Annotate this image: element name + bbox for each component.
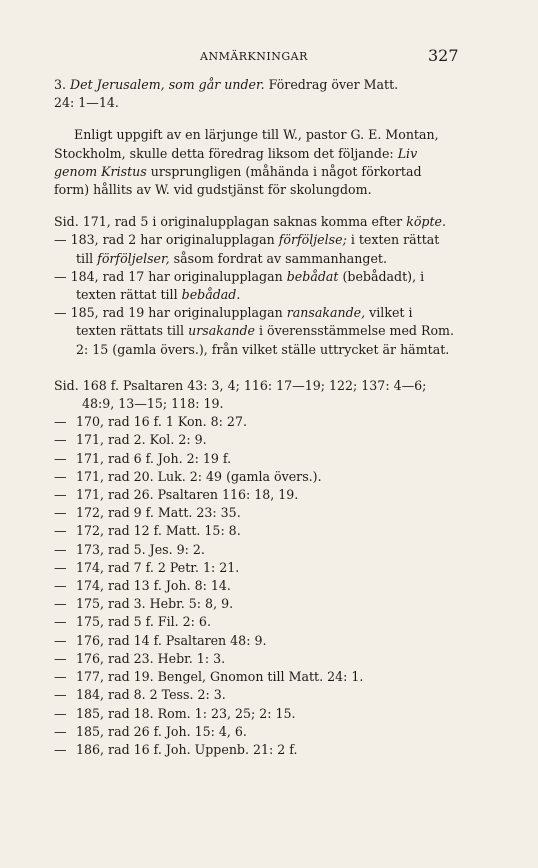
dash-marker: — [54, 450, 67, 466]
note-rest: Föredrag över Matt. [268, 77, 399, 92]
spacer [54, 199, 460, 213]
reference-line: Sid. 168 f. Psaltaren 43: 3, 4; 116: 17—19; 122; 137: 4—6; [54, 377, 427, 393]
reference-text: 171, rad 26. Psaltaren 116: 18, 19. [76, 487, 299, 503]
reference-entry [54, 559, 460, 577]
reference-text: 171, rad 20. Luk. 2: 49 (gamla övers.). [76, 468, 322, 484]
page-body [54, 76, 460, 759]
dash-marker: — [54, 487, 67, 503]
dash-marker: — [54, 468, 67, 484]
reference-text: 175, rad 3. Hebr. 5: 8, 9. [76, 596, 234, 612]
reference-list [54, 413, 460, 759]
reference-entry [54, 450, 460, 468]
dash-marker: — [54, 669, 67, 685]
reference-text: 185, rad 18. Rom. 1: 23, 25; 2: 15. [76, 705, 296, 721]
dash-marker: — [54, 741, 67, 757]
dash-marker: — [54, 723, 67, 739]
reference-entry [54, 632, 460, 650]
reference-entry [54, 504, 460, 522]
reference-entry [54, 613, 460, 631]
reference-text: 175, rad 5 f. Fil. 2: 6. [76, 614, 211, 630]
reference-text: 171, rad 2. Kol. 2: 9. [76, 432, 207, 448]
sid-note: Sid. 171, rad 5 i originalupplagan saknas komma efter köpte. [54, 214, 446, 230]
reference-text: 174, rad 7 f. 2 Petr. 1: 21. [76, 559, 240, 575]
page-header [0, 46, 538, 68]
dash-marker: — [54, 687, 67, 703]
dash-marker: — [54, 505, 67, 521]
reference-entry [54, 741, 460, 759]
reference-text: 176, rad 14 f. Psaltaren 48: 9. [76, 632, 267, 648]
reference-text: 184, rad 8. 2 Tess. 2: 3. [76, 687, 226, 703]
dash-marker: — [54, 432, 67, 448]
reference-text: 185, rad 26 f. Joh. 15: 4, 6. [76, 723, 247, 739]
reference-entry [54, 431, 460, 449]
dash-marker: — [54, 614, 67, 630]
reference-entry [54, 705, 460, 723]
dash-marker: — [54, 596, 67, 612]
reference-entry [54, 486, 460, 504]
sid-note: — 185, rad 19 har originalupplagan ransakande, vilket i texten rättats till ursakande i överensstämmelse med Rom. 2: 15 (gamla övers.), från vilket ställe uttrycket är hämtat. [54, 305, 454, 357]
dash-marker: — [54, 414, 67, 430]
reference-text: 170, rad 16 f. 1 Kon. 8: 27. [76, 414, 247, 430]
reference-entry [54, 577, 460, 595]
reference-text: 172, rad 12 f. Matt. 15: 8. [76, 523, 241, 539]
note-title: Det Jerusalem, som går under. [70, 77, 265, 92]
reference-text: 172, rad 9 f. Matt. 23: 35. [76, 505, 241, 521]
para-line: Enligt uppgift av en lärjunge till W., pastor G. E. Montan, [74, 127, 439, 143]
dash-marker: — [54, 650, 67, 666]
dash-marker: — [54, 541, 67, 557]
reference-entry [54, 668, 460, 686]
note-line2: 24: 1—14. [54, 95, 119, 111]
reference-entry [54, 650, 460, 668]
reference-entry [54, 522, 460, 540]
dash-marker: — [54, 523, 67, 539]
reference-text: 174, rad 13 f. Joh. 8: 14. [76, 578, 231, 594]
spacer [54, 359, 460, 377]
paragraph-enligt [54, 126, 460, 199]
reference-entry [54, 686, 460, 704]
sid-note: — 183, rad 2 har originalupplagan förföljelse; i texten rättat till förföljelser, såsom fordrat av sammanhanget. [54, 232, 440, 266]
reference-text: 171, rad 6 f. Joh. 2: 19 f. [76, 450, 232, 466]
reference-text: 186, rad 16 f. Joh. Uppenb. 21: 2 f. [76, 741, 298, 757]
dash-marker: — [54, 705, 67, 721]
reference-list-first [54, 377, 460, 413]
para-line: form) hållits av W. vid gudstjänst för skolungdom. [54, 182, 372, 198]
note-3 [54, 76, 460, 112]
spacer [54, 112, 460, 126]
reference-text: 173, rad 5. Jes. 9: 2. [76, 541, 205, 557]
dash-marker: — [54, 578, 67, 594]
reference-text: 177, rad 19. Bengel, Gnomon till Matt. 24: 1. [76, 669, 364, 685]
reference-entry [54, 541, 460, 559]
dash-marker: — [54, 632, 67, 648]
reference-entry [54, 595, 460, 613]
reference-entry [54, 468, 460, 486]
reference-entry [54, 723, 460, 741]
para-line: genom Kristus ursprungligen (måhända i något förkortad [54, 163, 422, 179]
para-line: Stockholm, skulle detta föredrag liksom det följande: Liv [54, 145, 418, 161]
reference-entry [54, 413, 460, 431]
reference-text: 176, rad 23. Hebr. 1: 3. [76, 650, 226, 666]
sid-note: — 184, rad 17 har originalupplagan bebådat (bebådadt), i texten rättat till bebådad. [54, 268, 425, 303]
reference-line: 48:9, 13—15; 118: 19. [82, 396, 224, 412]
note-number: 3. [54, 77, 67, 92]
dash-marker: — [54, 559, 67, 575]
page-number: 327 [428, 46, 459, 65]
running-title: ANMÄRKNINGAR [200, 50, 308, 63]
